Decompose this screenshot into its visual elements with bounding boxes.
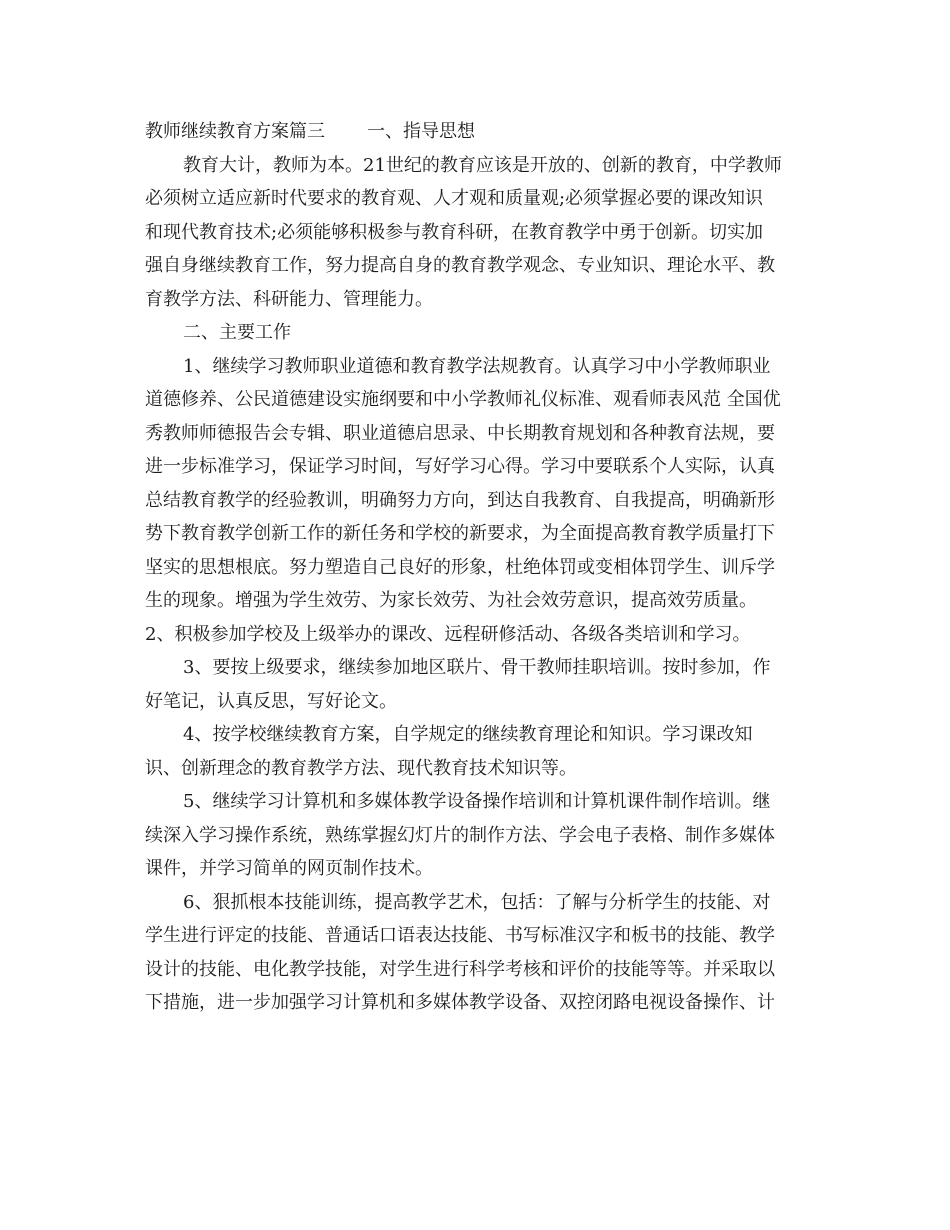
- text-line: 6、狠抓根本技能训练，提高教学艺术，包括：了解与分析学生的技能、对: [183, 891, 771, 913]
- text-line: 学生进行评定的技能、普通话口语表达技能、书写标准汉字和板书的技能、教学: [145, 925, 775, 946]
- text-line: 1、继续学习教师职业道德和教育教学法规教育。认真学习中小学教师职业: [183, 355, 771, 377]
- text-line: 下措施，进一步加强学习计算机和多媒体教学设备、双控闭路电视设备操作、计: [145, 992, 775, 1013]
- text-line: 设计的技能、电化教学技能，对学生进行科学考核和评价的技能等等。并采取以: [145, 958, 775, 980]
- text-line: 生的现象。增强为学生效劳、为家长效劳、为社会效劳意识，提高效劳质量。: [145, 590, 757, 611]
- text-line: 教育大计，教师为本。21世纪的教育应该是开放的、创新的教育，中学教师: [183, 154, 782, 176]
- text-line: 坚实的思想根底。努力塑造自己良好的形象，杜绝体罚或变相体罚学生、训斥学: [145, 556, 775, 578]
- text-line: 进一步标准学习，保证学习时间，写好学习心得。学习中要联系个人实际，认真: [145, 456, 775, 477]
- text-line: 3、要按上级要求，继续参加地区联片、骨干教师挂职培训。按时参加，作: [183, 657, 771, 678]
- text-line: 好笔记，认真反思，写好论文。: [145, 690, 397, 712]
- text-line: 强自身继续教育工作，努力提高自身的教育教学观念、专业知识、理论水平、教: [145, 255, 775, 276]
- text-line: 秀教师师德报告会专辑、职业道德启思录、中长期教育规划和各种教育法规，要: [145, 422, 775, 444]
- text-line: 二、主要工作: [183, 322, 291, 343]
- text-line: 2、积极参加学校及上级举办的课改、远程研修活动、各级各类培训和学习。: [145, 623, 751, 645]
- section-heading-guiding-ideology: 一、指导思想: [367, 121, 475, 142]
- title-line: [145, 115, 805, 149]
- text-line: 总结教育教学的经验教训，明确努力方向，到达自我教育、自我提高，明确新形: [145, 489, 775, 511]
- text-line: 道德修养、公民道德建设实施纲要和中小学教师礼仪标准、观看师表风范 全国优: [145, 389, 781, 410]
- text-line: 5、继续学习计算机和多媒体教学设备操作培训和计算机课件制作培训。继: [183, 791, 771, 812]
- text-line: 必须树立适应新时代要求的教育观、人才观和质量观;必须掌握必要的课改知识: [145, 188, 764, 209]
- text-line: 课件，并学习简单的网页制作技术。: [145, 858, 433, 879]
- text-line: 势下教育教学创新工作的新任务和学校的新要求，为全面提高教育教学质量打下: [145, 523, 775, 544]
- document-title: 教师继续教育方案篇三: [145, 121, 325, 142]
- text-line: 续深入学习操作系统，熟练掌握幻灯片的制作方法、学会电子表格、制作多媒体: [145, 824, 775, 846]
- paragraph-lines: [145, 149, 805, 1020]
- text-line: 4、按学校继续教育方案，自学规定的继续教育理论和知识。学习课改知: [183, 724, 753, 745]
- text-line: 和现代教育技术;必须能够积极参与教育科研，在教育教学中勇于创新。切实加: [145, 221, 764, 243]
- document-body: [145, 115, 805, 1020]
- text-line: 识、创新理念的教育教学方法、现代教育技术知识等。: [145, 757, 577, 779]
- text-line: 育教学方法、科研能力、管理能力。: [145, 288, 433, 310]
